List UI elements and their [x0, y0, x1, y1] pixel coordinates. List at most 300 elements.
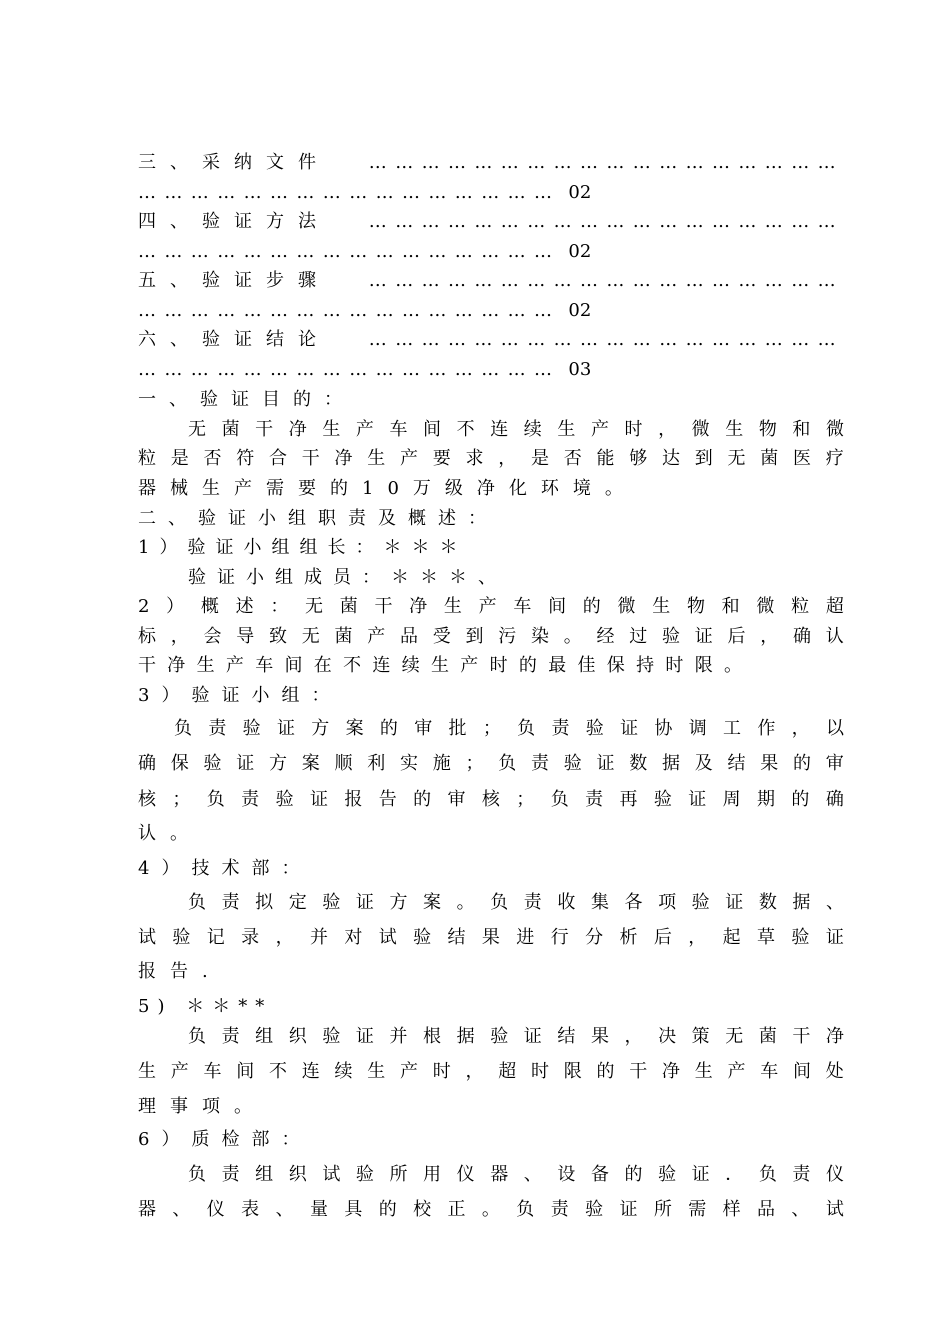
glyph: 核 [481, 789, 500, 810]
glyph: 组 [255, 1026, 274, 1047]
line-text: 6）质检部： [138, 1129, 312, 1150]
dot-leader: ……………………………………………… [368, 329, 844, 350]
glyph: 生 [652, 596, 671, 617]
glyph: 验 [585, 718, 604, 739]
glyph: 生 [443, 596, 462, 617]
glyph: ， [624, 1026, 643, 1047]
body-line [188, 566, 844, 590]
glyph: 证 [236, 753, 255, 774]
glyph: ， [498, 448, 517, 469]
glyph: 间 [793, 1061, 811, 1082]
glyph: 验 [242, 718, 261, 739]
body-line [138, 388, 844, 412]
glyph: 验 [490, 1026, 509, 1047]
glyph: 根 [423, 1026, 442, 1047]
glyph: 记 [206, 927, 225, 948]
glyph: 结 [557, 1026, 576, 1047]
glyph: 不 [456, 419, 475, 440]
body-line [138, 788, 844, 812]
glyph: 经 [596, 626, 615, 647]
glyph: 和 [721, 596, 740, 617]
glyph: 批 [448, 718, 467, 739]
glyph: 具 [344, 1199, 363, 1220]
glyph: 周 [722, 789, 741, 810]
glyph: 车 [389, 419, 408, 440]
glyph: 验 [691, 892, 710, 913]
glyph: 责 [792, 1164, 811, 1185]
body-line [188, 891, 844, 915]
glyph: 到 [694, 448, 713, 469]
glyph: 责 [221, 1026, 240, 1047]
body-line [174, 717, 844, 741]
glyph: 疗 [825, 448, 844, 469]
glyph: 菌 [221, 419, 240, 440]
glyph: 能 [596, 448, 615, 469]
glyph: 过 [629, 626, 648, 647]
glyph: 连 [490, 419, 509, 440]
glyph: 所 [389, 1164, 408, 1185]
glyph: 证 [276, 718, 295, 739]
glyph: 标 [138, 626, 156, 647]
body-line [138, 1198, 844, 1222]
glyph: 确 [793, 626, 811, 647]
glyph: 产 [355, 419, 374, 440]
glyph: ； [482, 718, 501, 739]
glyph: 会 [203, 626, 222, 647]
glyph: 无 [301, 626, 320, 647]
body-line [138, 926, 844, 950]
glyph: 净 [288, 419, 307, 440]
glyph: 设 [557, 1164, 576, 1185]
glyph: 拟 [255, 892, 274, 913]
glyph: ， [658, 419, 677, 440]
line-text: 认。 [138, 823, 202, 844]
glyph: 证 [620, 718, 639, 739]
glyph: 产 [170, 1061, 189, 1082]
line-text: 4）技术部： [138, 858, 312, 879]
glyph: 量 [309, 1199, 328, 1220]
glyph: ， [760, 626, 779, 647]
glyph: 时 [531, 1061, 549, 1082]
glyph: 分 [585, 927, 604, 948]
glyph: 述 [235, 596, 254, 617]
glyph: 各 [624, 892, 643, 913]
glyph: 产 [400, 1061, 418, 1082]
glyph: 仪 [206, 1199, 225, 1220]
glyph: 生 [694, 1061, 713, 1082]
glyph: 无 [305, 596, 324, 617]
glyph: 集 [590, 892, 609, 913]
glyph: 证 [619, 1199, 638, 1220]
glyph: 间 [236, 1061, 255, 1082]
dot-leader: ………………………………………… [138, 300, 561, 321]
glyph: 起 [722, 927, 741, 948]
glyph: 的 [582, 596, 601, 617]
glyph: ： [270, 596, 289, 617]
glyph: 证 [523, 1026, 542, 1047]
line-text: 验证小组成员：＊＊＊、 [188, 567, 507, 588]
glyph: 验 [275, 789, 294, 810]
glyph: 的 [379, 718, 398, 739]
glyph: 致 [269, 626, 287, 647]
glyph: 菌 [334, 626, 353, 647]
glyph: 核 [138, 789, 156, 810]
glyph: 菌 [760, 448, 779, 469]
glyph: 车 [513, 596, 532, 617]
glyph: 作 [757, 718, 776, 739]
glyph: 间 [423, 419, 442, 440]
body-line [138, 447, 844, 471]
glyph: 施 [432, 753, 451, 774]
glyph: 干 [301, 448, 320, 469]
glyph: 净 [409, 596, 428, 617]
glyph: 利 [367, 753, 386, 774]
glyph: 否 [563, 448, 582, 469]
toc-page-number: 02 [568, 182, 592, 203]
glyph: 试 [322, 1164, 341, 1185]
glyph: 品 [757, 1199, 776, 1220]
body-line [138, 536, 844, 560]
glyph: 后 [727, 626, 746, 647]
toc-page-number: 02 [568, 241, 592, 262]
glyph: 方 [311, 718, 330, 739]
glyph: ． [725, 1164, 744, 1185]
glyph: 决 [658, 1026, 677, 1047]
glyph: 仪 [456, 1164, 475, 1185]
glyph: 微 [756, 596, 775, 617]
glyph: 医 [793, 448, 811, 469]
glyph: 求 [465, 448, 484, 469]
dot-leader: ……………………………………………… [368, 270, 844, 291]
glyph: 案 [301, 753, 320, 774]
glyph: 方 [389, 892, 408, 913]
glyph: ， [465, 1061, 484, 1082]
toc-entry-3-line1 [138, 151, 844, 175]
glyph: 验 [563, 753, 582, 774]
glyph: 责 [241, 789, 260, 810]
glyph: 校 [413, 1199, 432, 1220]
glyph: 否 [203, 448, 222, 469]
glyph: 织 [288, 1026, 307, 1047]
glyph: 菌 [758, 1026, 777, 1047]
glyph: 合 [269, 448, 287, 469]
glyph: 验 [172, 927, 191, 948]
glyph: 器 [490, 1164, 509, 1185]
toc-heading: 四、验证方法 [138, 211, 330, 232]
glyph: 无 [727, 448, 746, 469]
glyph: 需 [688, 1199, 707, 1220]
glyph: 净 [334, 448, 353, 469]
glyph: 负 [206, 789, 225, 810]
glyph: 的 [793, 753, 811, 774]
glyph: 器 [138, 1199, 156, 1220]
body-line [138, 960, 844, 984]
glyph: 实 [400, 753, 418, 774]
glyph: 收 [557, 892, 576, 913]
glyph: 数 [629, 753, 648, 774]
glyph: 间 [548, 596, 567, 617]
toc-entry-6-line2 [138, 358, 844, 382]
glyph: 责 [550, 1199, 569, 1220]
glyph: 审 [825, 753, 844, 774]
glyph: 协 [654, 718, 673, 739]
body-line [138, 1060, 844, 1084]
glyph: 生 [367, 448, 386, 469]
glyph: ， [688, 927, 707, 948]
glyph: 负 [758, 1164, 777, 1185]
glyph: 、 [791, 1199, 810, 1220]
line-text: 干净生产车间在不连续生产时的最佳保持时限。 [138, 655, 754, 676]
dot-leader: ……………………………………………… [368, 211, 844, 232]
toc-entry-6-line1 [138, 328, 844, 352]
glyph: 负 [188, 892, 206, 913]
glyph: 负 [188, 1026, 206, 1047]
glyph: 产 [590, 419, 609, 440]
glyph: 果 [760, 753, 779, 774]
toc-heading: 六、验证结论 [138, 329, 330, 350]
body-line [188, 1163, 844, 1187]
glyph: 审 [414, 718, 433, 739]
glyph: 证 [691, 1164, 710, 1185]
dot-leader: ………………………………………… [138, 359, 561, 380]
glyph: 超 [825, 596, 844, 617]
glyph: 生 [725, 419, 744, 440]
glyph: 干 [629, 1061, 648, 1082]
glyph: 净 [825, 1026, 844, 1047]
glyph: 限 [563, 1061, 582, 1082]
glyph: 验 [658, 1164, 677, 1185]
glyph: 责 [551, 718, 570, 739]
dot-leader: ………………………………………… [138, 182, 561, 203]
glyph: 备 [590, 1164, 609, 1185]
glyph: 微 [617, 596, 636, 617]
glyph: 试 [825, 1199, 844, 1220]
glyph: 草 [757, 927, 776, 948]
glyph: 定 [288, 892, 307, 913]
body-line [138, 995, 844, 1019]
glyph: 微 [691, 419, 710, 440]
glyph: 织 [288, 1164, 307, 1185]
glyph: 责 [523, 892, 542, 913]
glyph: 的 [413, 789, 432, 810]
glyph: 再 [619, 789, 638, 810]
glyph: 、 [172, 1199, 191, 1220]
glyph: 后 [653, 927, 672, 948]
line-text: 1）验证小组组长：＊＊＊ [138, 537, 468, 558]
glyph: 、 [523, 1164, 542, 1185]
glyph: 责 [585, 789, 604, 810]
glyph: 的 [624, 1164, 643, 1185]
toc-entry-4-line2 [138, 240, 844, 264]
glyph: 结 [447, 927, 466, 948]
glyph: 工 [723, 718, 741, 739]
glyph: 生 [138, 1061, 156, 1082]
glyph: 期 [757, 789, 776, 810]
glyph: 确 [825, 789, 844, 810]
glyph: 的 [596, 1061, 615, 1082]
glyph: 调 [688, 718, 707, 739]
glyph: 概 [200, 596, 219, 617]
glyph: 粒 [791, 596, 810, 617]
line-text: 二、验证小组职责及概述： [138, 508, 498, 529]
glyph: 验 [355, 1164, 374, 1185]
glyph: 受 [432, 626, 451, 647]
glyph: 续 [334, 1061, 353, 1082]
glyph: 证 [694, 626, 713, 647]
glyph: 不 [269, 1061, 287, 1082]
glyph: 验 [585, 1199, 604, 1220]
glyph: ； [465, 753, 484, 774]
toc-entry-4-line1 [138, 210, 844, 234]
body-line [188, 418, 844, 442]
toc-entry-5-line2 [138, 299, 844, 323]
glyph: 够 [629, 448, 648, 469]
body-line [138, 654, 844, 678]
glyph: 污 [498, 626, 517, 647]
glyph: 正 [447, 1199, 466, 1220]
glyph: 负 [498, 753, 517, 774]
body-line [138, 507, 844, 531]
glyph: 物 [686, 596, 705, 617]
glyph: 微 [825, 419, 844, 440]
glyph: 策 [691, 1026, 710, 1047]
glyph: 负 [174, 718, 192, 739]
line-text: 报告. [138, 961, 222, 982]
toc-heading: 五、验证步骤 [138, 270, 330, 291]
glyph: 。 [563, 626, 582, 647]
glyph: 菌 [339, 596, 358, 617]
glyph: 用 [423, 1164, 442, 1185]
glyph: 符 [236, 448, 255, 469]
toc-entry-5-line1 [138, 269, 844, 293]
glyph: 超 [498, 1061, 517, 1082]
glyph: 产 [400, 448, 418, 469]
glyph: 行 [550, 927, 569, 948]
glyph: 、 [275, 1199, 294, 1220]
glyph: 产 [367, 626, 386, 647]
body-line [138, 595, 844, 619]
glyph: 车 [203, 1061, 222, 1082]
glyph: 产 [727, 1061, 746, 1082]
glyph: 导 [236, 626, 255, 647]
glyph: 样 [722, 1199, 741, 1220]
glyph: 、 [825, 892, 844, 913]
glyph: 无 [725, 1026, 744, 1047]
glyph: 净 [662, 1061, 680, 1082]
glyph: 干 [792, 1026, 811, 1047]
glyph: 析 [619, 927, 638, 948]
body-line [138, 1095, 844, 1119]
glyph: 验 [322, 1026, 341, 1047]
line-text: 3）验证小组： [138, 685, 342, 706]
body-line [138, 1128, 844, 1152]
glyph: 方 [269, 753, 287, 774]
glyph: 录 [241, 927, 260, 948]
glyph: 试 [378, 927, 397, 948]
glyph: 车 [760, 1061, 779, 1082]
glyph: 验 [413, 927, 432, 948]
glyph: 验 [653, 789, 672, 810]
glyph: 责 [208, 718, 227, 739]
glyph: 。 [481, 1199, 500, 1220]
glyph: 所 [653, 1199, 672, 1220]
glyph: 到 [465, 626, 484, 647]
glyph: 的 [378, 1199, 397, 1220]
glyph: 顺 [334, 753, 353, 774]
glyph: 是 [531, 448, 549, 469]
glyph: 责 [531, 753, 549, 774]
glyph: 证 [355, 1026, 374, 1047]
glyph: 生 [322, 419, 341, 440]
glyph: ） [166, 596, 185, 617]
body-line [138, 752, 844, 776]
glyph: 并 [309, 927, 328, 948]
body-line [138, 684, 844, 708]
glyph: 证 [596, 753, 615, 774]
glyph: 是 [170, 448, 189, 469]
glyph: 生 [557, 419, 576, 440]
glyph: 进 [516, 927, 535, 948]
body-line [138, 625, 844, 649]
glyph: 项 [658, 892, 677, 913]
glyph: 证 [825, 927, 844, 948]
glyph: 证 [355, 892, 374, 913]
glyph: 验 [203, 753, 222, 774]
glyph: 粒 [138, 448, 156, 469]
glyph: ； [172, 789, 191, 810]
glyph: 报 [344, 789, 363, 810]
glyph: 负 [490, 892, 509, 913]
dot-leader: ………………………………………… [138, 241, 561, 262]
glyph: 验 [662, 626, 680, 647]
glyph: 要 [432, 448, 451, 469]
glyph: 表 [241, 1199, 260, 1220]
toc-page-number: 03 [568, 359, 592, 380]
glyph: 时 [624, 419, 643, 440]
glyph: 干 [255, 419, 274, 440]
glyph: 责 [221, 892, 240, 913]
glyph: 生 [367, 1061, 386, 1082]
glyph: 2 [138, 596, 150, 617]
line-text: 一、验证目的： [138, 389, 355, 410]
glyph: ， [170, 626, 189, 647]
glyph: 达 [662, 448, 680, 469]
glyph: 的 [791, 789, 810, 810]
glyph: 负 [516, 1199, 535, 1220]
glyph: 染 [531, 626, 549, 647]
body-line [138, 857, 844, 881]
glyph: 验 [791, 927, 810, 948]
glyph: ； [516, 789, 535, 810]
glyph: 审 [447, 789, 466, 810]
glyph: 果 [481, 927, 500, 948]
glyph: 和 [792, 419, 811, 440]
glyph: 证 [725, 892, 744, 913]
line-text: 理事项。 [138, 1096, 266, 1117]
glyph: 证 [309, 789, 328, 810]
glyph: 确 [138, 753, 156, 774]
glyph: 产 [478, 596, 497, 617]
glyph: 案 [345, 718, 364, 739]
glyph: 证 [688, 789, 707, 810]
glyph: 案 [423, 892, 442, 913]
glyph: 物 [758, 419, 777, 440]
glyph: 续 [523, 419, 542, 440]
glyph: 负 [550, 789, 569, 810]
glyph: 负 [188, 1164, 206, 1185]
glyph: 验 [322, 892, 341, 913]
glyph: 及 [694, 753, 713, 774]
